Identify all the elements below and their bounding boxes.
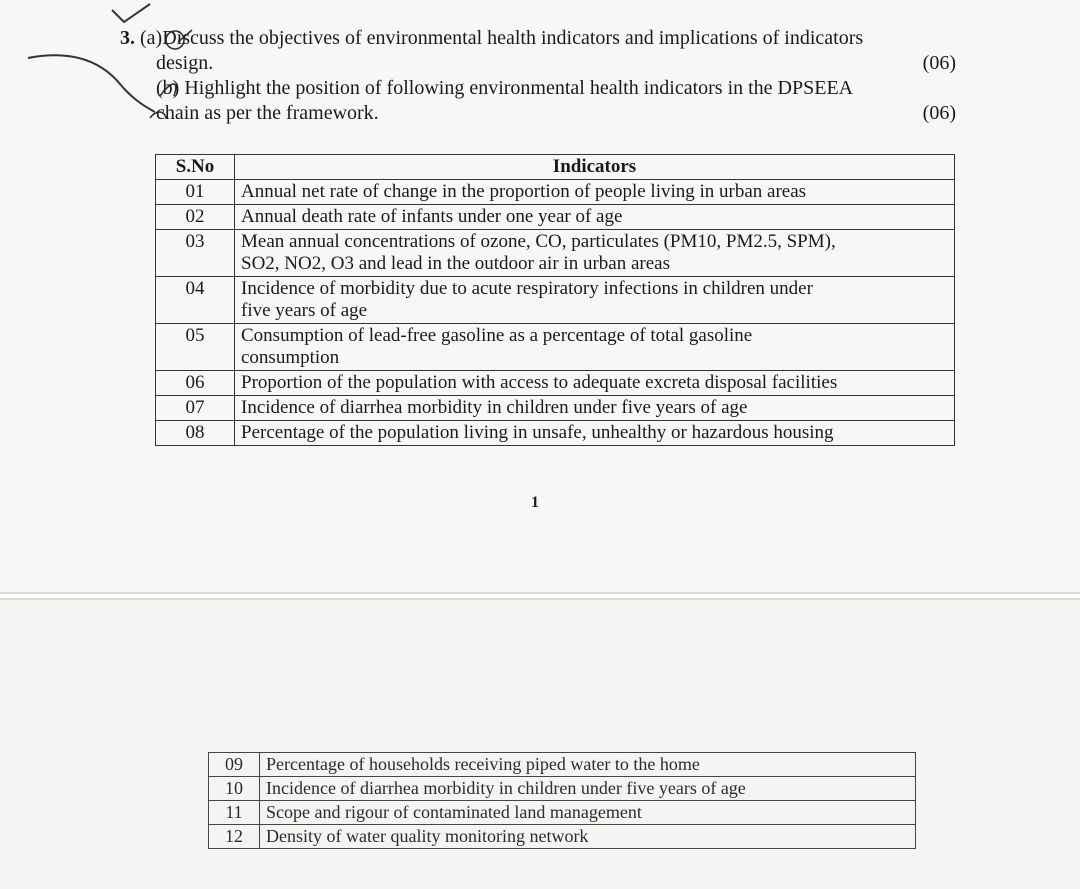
row-number: 09 bbox=[209, 753, 260, 777]
row-indicator: Proportion of the population with access to adequate excreta disposal facilities bbox=[235, 371, 955, 396]
row-number: 04 bbox=[156, 277, 235, 324]
row-indicator bbox=[235, 230, 955, 277]
table-row bbox=[209, 753, 916, 777]
part-b-cont: chain as per the framework. bbox=[156, 102, 379, 124]
row-indicator-line: SO2, NO2, O3 and lead in the outdoor air in urban areas bbox=[241, 253, 670, 274]
part-a-line bbox=[120, 26, 956, 51]
part-a-cont-line bbox=[120, 51, 956, 76]
table-row bbox=[156, 421, 955, 446]
table-row bbox=[156, 205, 955, 230]
page-separator bbox=[0, 592, 1080, 600]
page-number: 1 bbox=[531, 494, 539, 511]
table-row bbox=[156, 396, 955, 421]
sno-header: S.No bbox=[156, 155, 235, 180]
table-row bbox=[156, 180, 955, 205]
part-a-marker: (a) bbox=[140, 27, 163, 49]
row-indicator bbox=[235, 324, 955, 371]
indicators-header: Indicators bbox=[235, 155, 955, 180]
row-indicator: Annual net rate of change in the proportion of people living in urban areas bbox=[235, 180, 955, 205]
row-indicator-line: Mean annual concentrations of ozone, CO, particulates (PM10, PM2.5, SPM), bbox=[241, 231, 836, 252]
row-number: 02 bbox=[156, 205, 235, 230]
table-row bbox=[209, 777, 916, 801]
table-row bbox=[156, 277, 955, 324]
row-indicator: Percentage of households receiving piped water to the home bbox=[260, 753, 916, 777]
part-a-marks: (06) bbox=[922, 52, 956, 74]
table-row bbox=[209, 825, 916, 849]
row-number: 01 bbox=[156, 180, 235, 205]
row-indicator: Percentage of the population living in unsafe, unhealthy or hazardous housing bbox=[235, 421, 955, 446]
row-indicator: Scope and rigour of contaminated land management bbox=[260, 801, 916, 825]
question-number: 3. bbox=[120, 27, 135, 49]
question-block bbox=[120, 26, 956, 126]
row-indicator-line: Consumption of lead-free gasoline as a percentage of total gasoline bbox=[241, 325, 753, 346]
part-b-marker: (b) bbox=[156, 77, 180, 99]
row-number: 12 bbox=[209, 825, 260, 849]
table-row bbox=[209, 801, 916, 825]
indicators-table-continued bbox=[208, 752, 916, 849]
row-indicator: Incidence of diarrhea morbidity in children under five years of age bbox=[260, 777, 916, 801]
table-row bbox=[156, 230, 955, 277]
row-number: 08 bbox=[156, 421, 235, 446]
row-number: 10 bbox=[209, 777, 260, 801]
table-header-row bbox=[156, 155, 955, 180]
row-number: 05 bbox=[156, 324, 235, 371]
table-row bbox=[156, 324, 955, 371]
part-b-marks: (06) bbox=[922, 102, 956, 124]
row-indicator: Density of water quality monitoring network bbox=[260, 825, 916, 849]
row-indicator-line: consumption bbox=[241, 347, 340, 368]
part-b-cont-line bbox=[120, 101, 956, 126]
row-number: 11 bbox=[209, 801, 260, 825]
row-indicator bbox=[235, 277, 955, 324]
row-indicator-line: Incidence of morbidity due to acute respiratory infections in children under bbox=[241, 278, 813, 299]
row-number: 06 bbox=[156, 371, 235, 396]
part-a-cont: design. bbox=[156, 52, 214, 74]
row-number: 03 bbox=[156, 230, 235, 277]
part-a-text: Discuss the objectives of environmental health indicators and implications of indicators bbox=[162, 27, 864, 49]
part-b-line bbox=[120, 76, 956, 101]
row-number: 07 bbox=[156, 396, 235, 421]
indicators-table bbox=[155, 154, 955, 446]
part-b-text: Highlight the position of following environmental health indicators in the DPSEEA bbox=[184, 77, 854, 99]
row-indicator: Annual death rate of infants under one year of age bbox=[235, 205, 955, 230]
row-indicator-line: five years of age bbox=[241, 300, 368, 321]
table-row bbox=[156, 371, 955, 396]
row-indicator: Incidence of diarrhea morbidity in children under five years of age bbox=[235, 396, 955, 421]
